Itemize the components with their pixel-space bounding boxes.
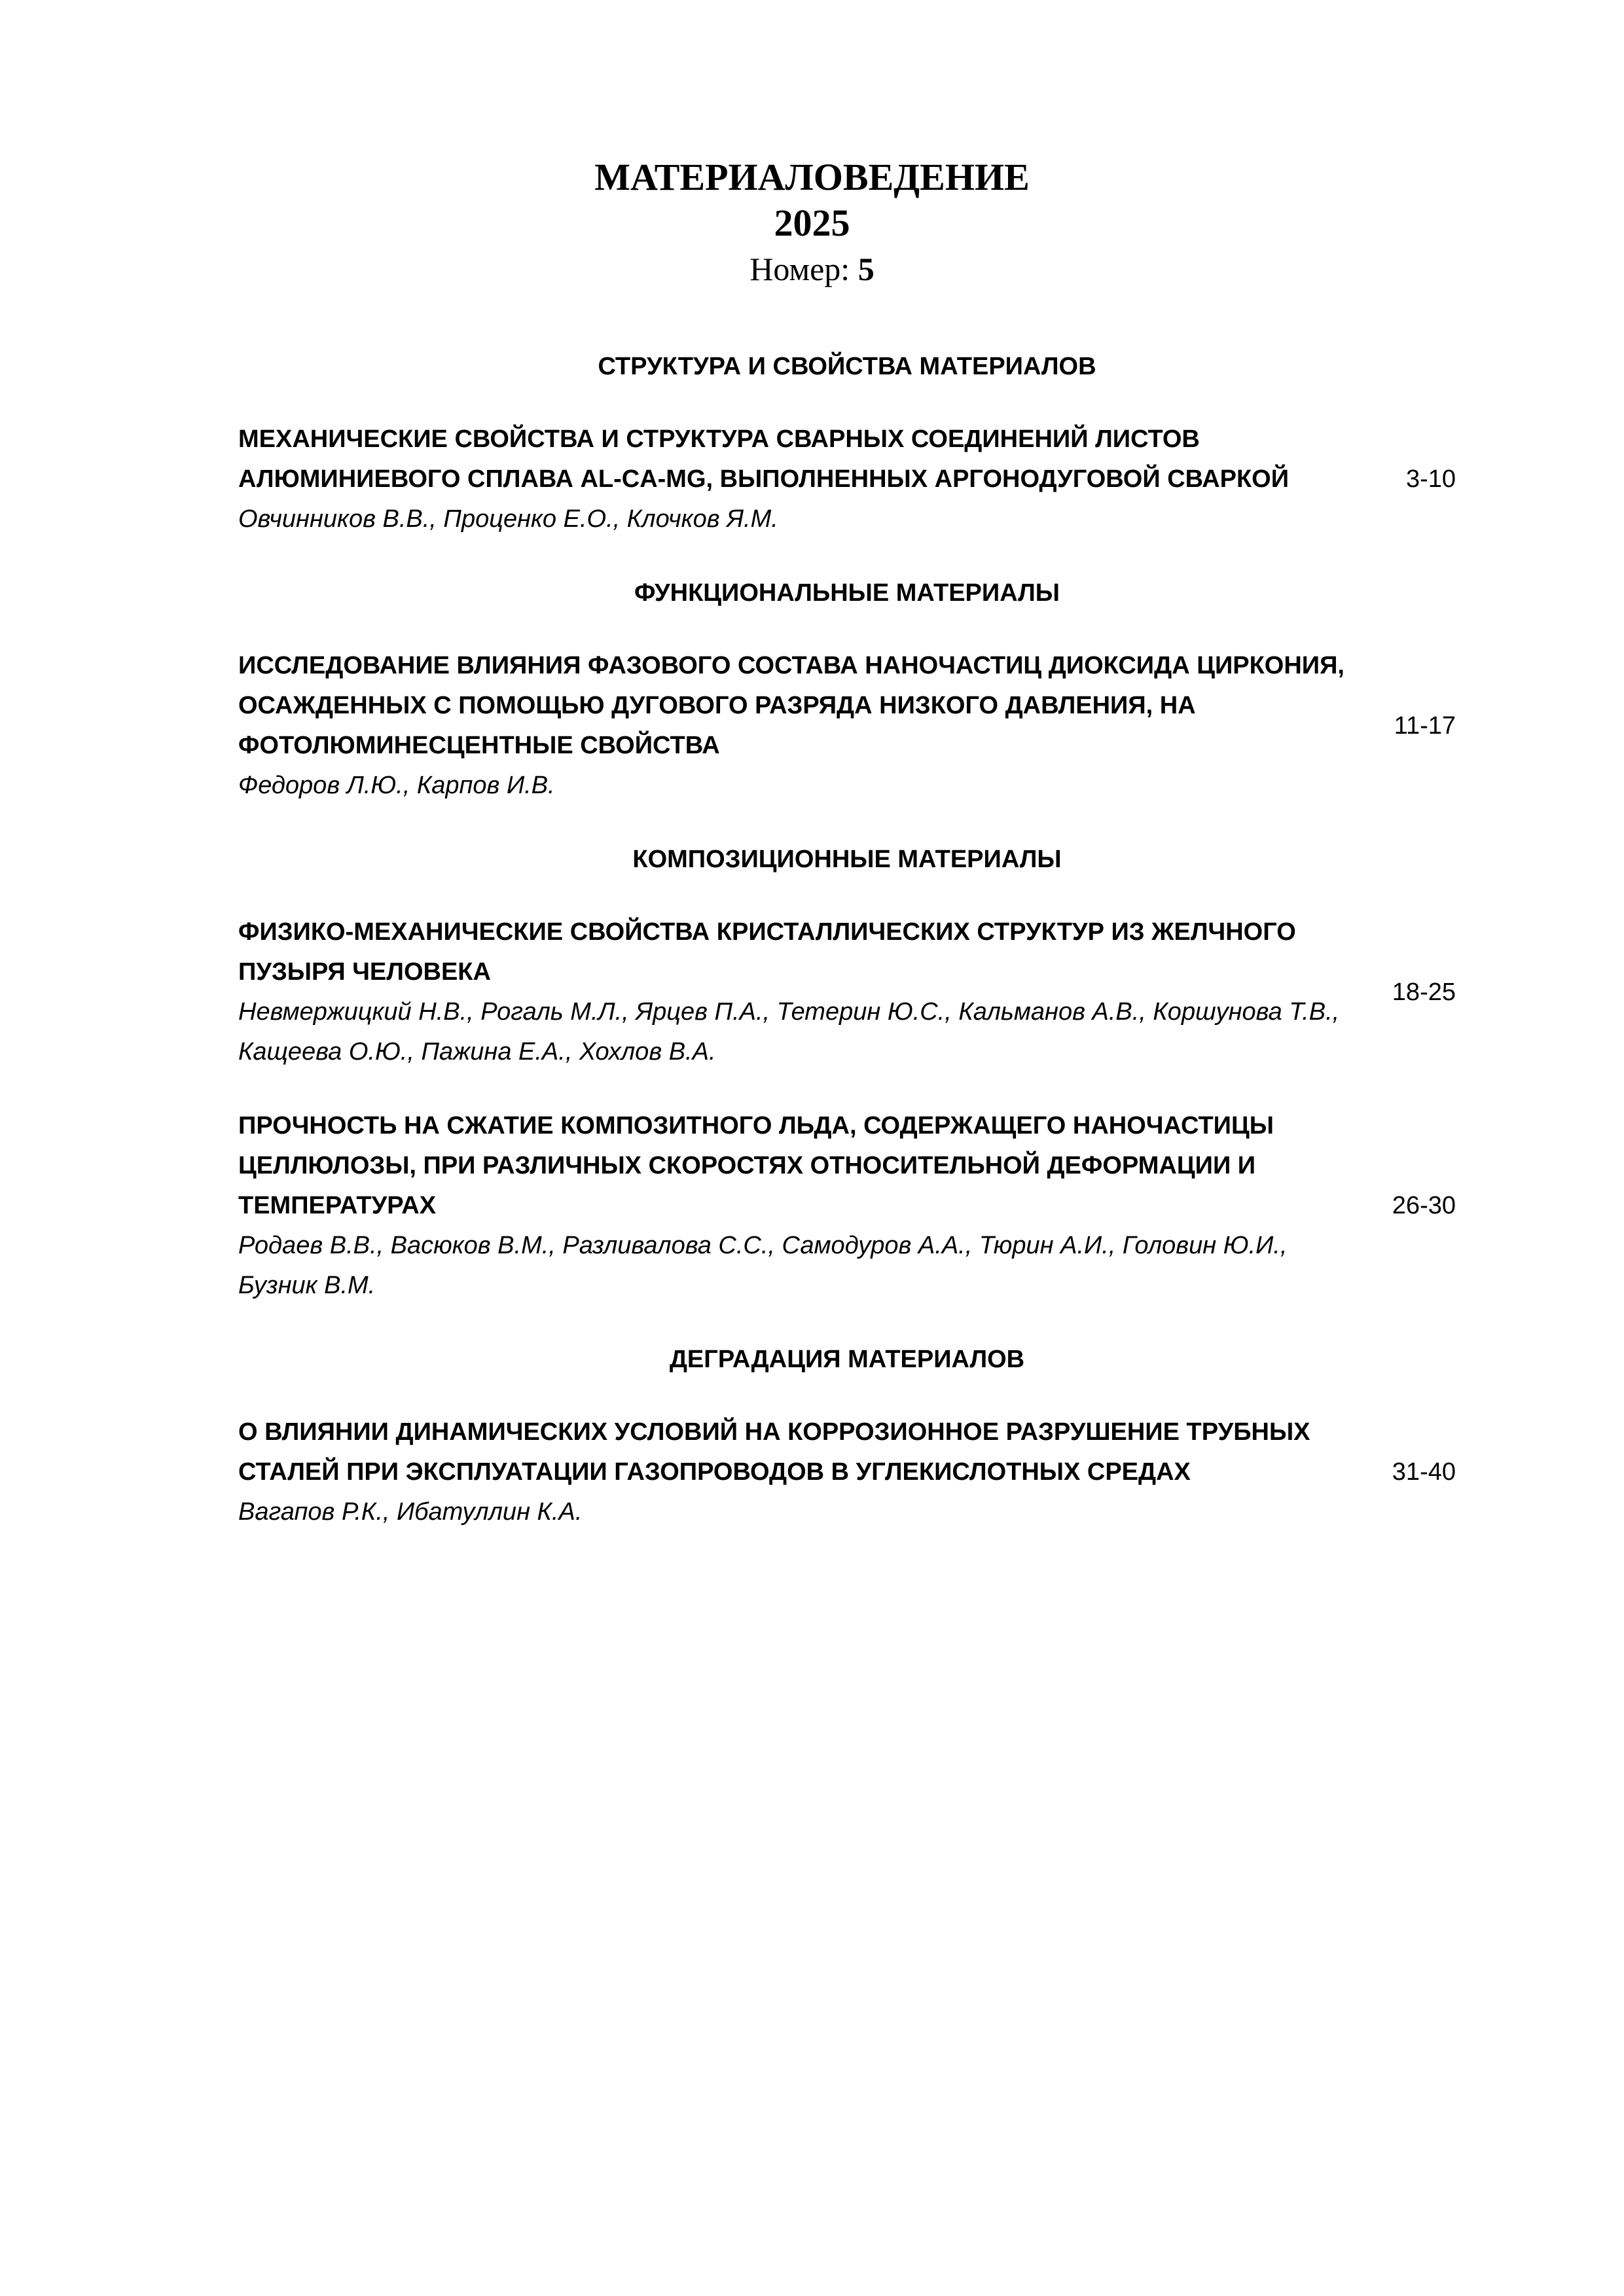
article-entry[interactable] [238, 912, 1456, 1072]
article-body [238, 646, 1351, 806]
article-authors: Федоров Л.Ю., Карпов И.В. [238, 772, 555, 799]
article-title[interactable]: ФИЗИКО-МЕХАНИЧЕСКИЕ СВОЙСТВА КРИСТАЛЛИЧЕСКИХ СТРУКТУР ИЗ ЖЕЛЧНОГО ПУЗЫРЯ ЧЕЛОВЕКА [238, 918, 1296, 986]
section-heading: КОМПОЗИЦИОННЫЕ МАТЕРИАЛЫ [632, 846, 1062, 873]
article-entry[interactable] [238, 420, 1456, 539]
section-composite-materials [238, 840, 1456, 1306]
journal-title: МАТЕРИАЛОВЕДЕНИЕ [594, 156, 1030, 198]
article-title[interactable]: МЕХАНИЧЕСКИЕ СВОЙСТВА И СТРУКТУРА СВАРНЫХ СОЕДИНЕНИЙ ЛИСТОВ АЛЮМИНИЕВОГО СПЛАВА AL-CA-MG, ВЫПОЛНЕННЫХ АРГОНОДУГОВОЙ СВАРКОЙ [238, 425, 1290, 493]
article-pages: 18-25 [1392, 978, 1456, 1006]
article-body [238, 420, 1351, 539]
section-heading: ДЕГРАДАЦИЯ МАТЕРИАЛОВ [669, 1346, 1025, 1373]
section-structure-properties [238, 347, 1456, 539]
article-authors: Овчинников В.В., Проценко Е.О., Клочков Я.М. [238, 505, 778, 533]
article-title[interactable]: ИССЛЕДОВАНИЕ ВЛИЯНИЯ ФАЗОВОГО СОСТАВА НАНОЧАСТИЦ ДИОКСИДА ЦИРКОНИЯ, ОСАЖДЕННЫХ С ПОМОЩЬЮ ДУГОВОГО РАЗРЯДА НИЗКОГО ДАВЛЕНИЯ, НА ФОТОЛЮМИНЕСЦЕНТНЫЕ СВОЙСТВА [238, 652, 1344, 759]
article-pages: 3-10 [1405, 465, 1456, 493]
article-title[interactable]: ПРОЧНОСТЬ НА СЖАТИЕ КОМПОЗИТНОГО ЛЬДА, СОДЕРЖАЩЕГО НАНОЧАСТИЦЫ ЦЕЛЛЮЛОЗЫ, ПРИ РАЗЛИЧНЫХ СКОРОСТЯХ ОТНОСИТЕЛЬНОЙ ДЕФОРМАЦИИ И ТЕМПЕРАТУРАХ [238, 1112, 1274, 1219]
article-pages: 26-30 [1392, 1192, 1456, 1219]
section-heading: ФУНКЦИОНАЛЬНЫЕ МАТЕРИАЛЫ [634, 579, 1060, 607]
article-authors: Родаев В.В., Васюков В.М., Разливалова С.С., Самодуров А.А., Тюрин А.И., Головин Ю.И., Бузник В.М. [238, 1232, 1288, 1299]
article-body [238, 912, 1351, 1072]
journal-header [0, 154, 1624, 292]
article-pages: 11-17 [1394, 711, 1456, 740]
issue-line [0, 246, 1624, 292]
table-of-contents [238, 347, 1456, 1566]
article-body [238, 1412, 1351, 1532]
article-body [238, 1106, 1351, 1306]
issue-label: Номер: [749, 251, 850, 287]
article-authors: Вагапов Р.К., Ибатуллин К.А. [238, 1498, 583, 1526]
section-functional-materials [238, 573, 1456, 806]
article-authors: Невмержицкий Н.В., Рогаль М.Л., Ярцев П.А., Тетерин Ю.С., Кальманов А.В., Коршунова Т.В., Кащеева О.Ю., Пажина Е.А., Хохлов В.А. [238, 998, 1340, 1066]
section-heading: СТРУКТУРА И СВОЙСТВА МАТЕРИАЛОВ [598, 353, 1096, 380]
article-entry[interactable] [238, 646, 1456, 806]
section-material-degradation [238, 1340, 1456, 1532]
article-pages: 31-40 [1392, 1458, 1456, 1486]
article-entry[interactable] [238, 1106, 1456, 1306]
journal-year: 2025 [774, 202, 850, 244]
article-entry[interactable] [238, 1412, 1456, 1532]
issue-number: 5 [857, 251, 875, 287]
article-title[interactable]: О ВЛИЯНИИ ДИНАМИЧЕСКИХ УСЛОВИЙ НА КОРРОЗИОННОЕ РАЗРУШЕНИЕ ТРУБНЫХ СТАЛЕЙ ПРИ ЭКСПЛУАТАЦИИ ГАЗОПРОВОДОВ В УГЛЕКИСЛОТНЫХ СРЕДАХ [238, 1418, 1310, 1486]
